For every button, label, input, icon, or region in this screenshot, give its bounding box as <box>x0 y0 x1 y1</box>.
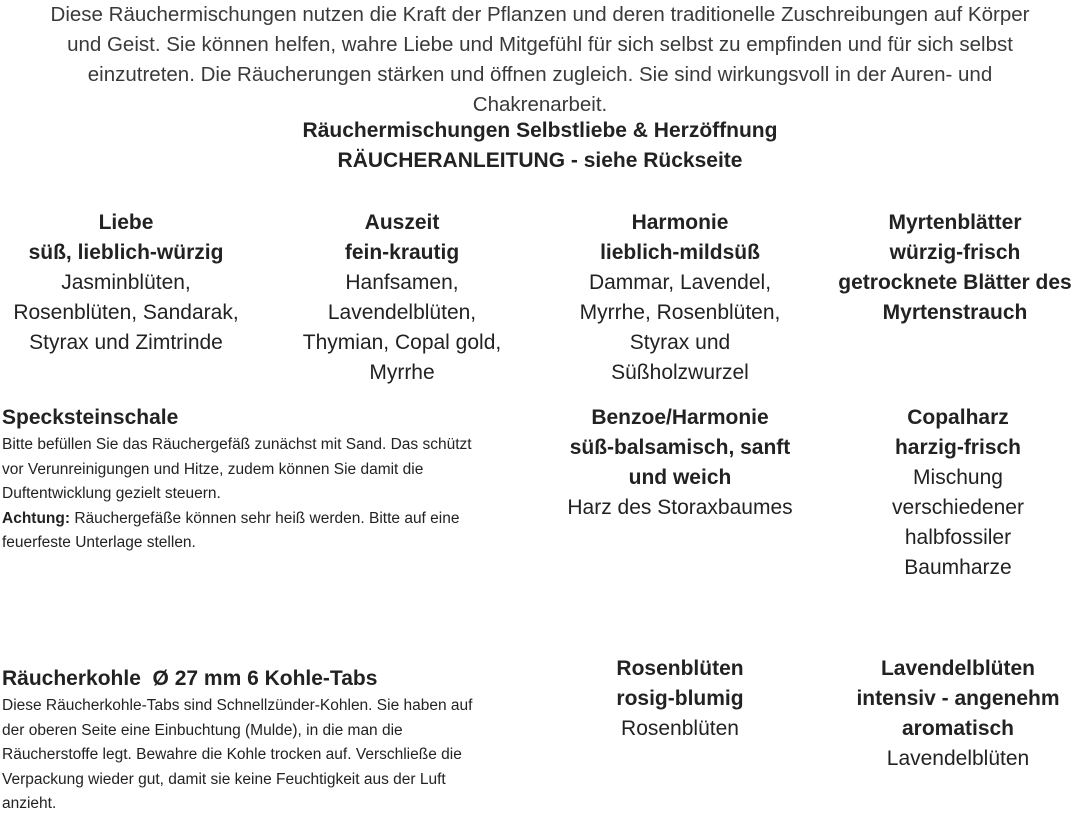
product-copalharz <box>830 403 1080 583</box>
product-ingredients: Styrax und Zimtrinde <box>29 331 223 354</box>
product-scent: harzig-frisch <box>894 436 1022 459</box>
product-description: verschiedener <box>892 496 1024 519</box>
product-liebe <box>0 208 252 358</box>
product-scent: süß-balsamisch, sanft <box>569 436 791 459</box>
product-lavendelblueten <box>830 654 1080 774</box>
kohle-info <box>2 664 542 817</box>
product-name: Harmonie <box>631 211 729 234</box>
product-name: Lavendelblüten <box>880 657 1036 680</box>
product-ingredients: Myrrhe, Rosenblüten, <box>579 301 781 324</box>
info-line: feuerfeste Unterlage stellen. <box>2 534 196 551</box>
info-line: Verpackung wieder gut, damit sie keine Feuchtigkeit aus der Luft <box>2 770 446 788</box>
product-ingredients: Thymian, Copal gold, <box>302 331 502 354</box>
product-ingredients: Jasminblüten, <box>61 271 191 294</box>
info-line: Räucherstoffe legt. Bewahre die Kohle trocken auf. Verschließe die <box>2 746 462 763</box>
product-name: Copalharz <box>907 406 1009 429</box>
info-line: vor Verunreinigungen und Hitze, zudem können Sie damit die <box>2 460 424 478</box>
product-scent: intensiv - angenehm <box>856 687 1060 710</box>
intro-line: Chakrenarbeit. <box>472 93 608 116</box>
product-ingredients: Myrrhe <box>369 361 435 384</box>
speckstein-info <box>2 403 542 556</box>
product-ingredients: Dammar, Lavendel, <box>588 271 772 294</box>
product-name: Auszeit <box>364 211 440 234</box>
info-line: Bitte befüllen Sie das Räuchergefäß zunächst mit Sand. Das schützt <box>2 436 472 453</box>
product-scent: lieblich-mildsüß <box>600 241 760 264</box>
product-description: Rosenblüten <box>621 717 739 740</box>
product-ingredients: Styrax und <box>629 331 731 354</box>
product-description: Harz des Storaxbaumes <box>567 496 793 519</box>
page-subtitle: RÄUCHERANLEITUNG - siehe Rückseite <box>337 149 743 172</box>
speckstein-title: Specksteinschale <box>2 406 179 429</box>
info-line: Diese Räucherkohle-Tabs sind Schnellzünder-Kohlen. Sie haben auf <box>2 697 473 714</box>
product-benzoe <box>555 403 805 523</box>
intro-line: Diese Räuchermischungen nutzen die Kraft der Pflanzen und deren traditionelle Zuschreibungen auf Körper <box>50 3 1030 26</box>
info-line: anzieht. <box>2 795 57 812</box>
page-title: Räuchermischungen Selbstliebe & Herzöffnung <box>302 119 778 142</box>
product-ingredients: Süßholzwurzel <box>611 361 749 384</box>
intro-line: und Geist. Sie können helfen, wahre Liebe und Mitgefühl für sich selbst zu empfinden und für sich selbst <box>67 33 1013 56</box>
product-scent: aromatisch <box>901 717 1015 740</box>
product-ingredients: Rosenblüten, Sandarak, <box>13 301 239 324</box>
info-line: Duftentwicklung gezielt steuern. <box>2 485 221 502</box>
product-ingredients: Lavendelblüten, <box>327 301 477 324</box>
intro-line: einzutreten. Die Räucherungen stärken und öffnen zugleich. Sie sind wirkungsvoll in der Auren- und <box>87 63 993 86</box>
product-name: Rosenblüten <box>616 657 744 680</box>
warning-label: Achtung: <box>2 509 71 527</box>
product-scent: würzig-frisch <box>889 241 1021 264</box>
headings <box>0 116 1080 176</box>
product-description: Lavendelblüten <box>886 747 1030 770</box>
product-name: Benzoe/Harmonie <box>591 406 769 429</box>
product-scent: fein-krautig <box>344 241 460 264</box>
intro-text <box>0 0 1080 120</box>
product-description: halbfossiler <box>904 526 1012 549</box>
product-description: Mischung <box>913 466 1003 489</box>
product-name: Liebe <box>98 211 154 234</box>
product-harmonie <box>555 208 805 388</box>
product-myrtenblaetter <box>830 208 1080 328</box>
product-scent: und weich <box>628 466 732 489</box>
product-description: getrocknete Blätter des <box>838 271 1072 294</box>
product-ingredients: Hanfsamen, <box>345 271 459 294</box>
info-line: der oberen Seite eine Einbuchtung (Mulde), in die man die <box>2 721 403 739</box>
product-scent: rosig-blumig <box>616 687 744 710</box>
product-auszeit <box>282 208 522 388</box>
warning-text: Räuchergefäße können sehr heiß werden. Bitte auf eine <box>70 509 460 527</box>
product-name: Myrtenblätter <box>888 211 1022 234</box>
product-description: Baumharze <box>904 556 1012 579</box>
info-line <box>2 507 542 532</box>
kohle-title: Räucherkohle Ø 27 mm 6 Kohle-Tabs <box>2 667 378 690</box>
product-scent: süß, lieblich-würzig <box>28 241 224 264</box>
product-rosenblueten <box>555 654 805 744</box>
product-description: Myrtenstrauch <box>882 301 1028 324</box>
